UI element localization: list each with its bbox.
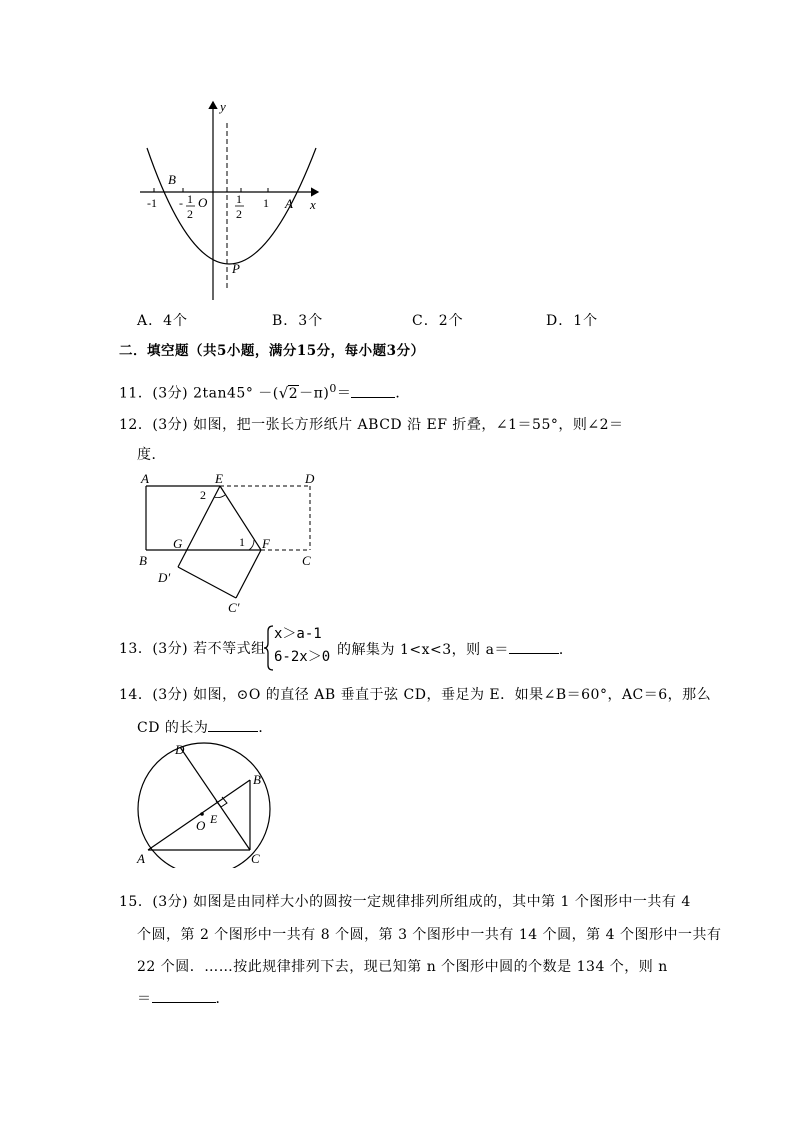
q14-end: ． [258,720,273,736]
tick-half-den: 2 [236,207,242,221]
question-15-line3: 22 个圆．……按此规律排列下去，现已知第 n 个图形中圆的个数是 134 个，则 n [137,959,668,975]
fig12-d-prime: D′ [158,570,171,585]
q13-suffix-text: 的解集为 1<x<3，则 a＝ [337,642,509,658]
question-15-line1: 15．(3分) 如图是由同样大小的圆按一定规律排列所组成的，其中第 1 个图形中一共有 4 [119,894,691,910]
fig14-d: D [175,742,185,757]
q13-row2: 6-2x＞0 [274,649,331,665]
circle-figure [132,740,277,868]
fig12-angle-2: 2 [200,488,206,502]
q14-answer-blank[interactable] [208,717,258,732]
q11-exponent: 0 [329,382,337,395]
q13-row1: x＞a-1 [274,626,322,642]
q11-expr-b: －( [258,385,279,402]
question-12-line1: 12．(3分) 如图，把一张长方形纸片 ABCD 沿 EF 折叠，∠1＝55°，则∠2＝ [119,417,624,433]
tick-half-num: 1 [236,192,242,206]
fig12-e: E [215,471,223,486]
option-d: D．1个 [546,313,599,329]
section-heading: 二．填空题（共5小题，满分15分，每小题3分） [119,343,425,359]
question-14-line2 [137,717,273,738]
q15-answer-blank[interactable] [152,988,216,1003]
option-a: A．4个 [137,313,189,329]
fig14-a: A [137,851,145,866]
q15-end: ． [215,991,230,1007]
question-15-line2: 个圆，第 2 个图形中一共有 8 个圆，第 3 个图形中一共有 14 个圆，第 4 个图形中一共有 [137,927,722,943]
fig12-b: B [139,553,147,568]
fig12-g: G [173,536,183,551]
point-a-label: A [285,196,293,211]
option-c: C．2个 [412,313,464,329]
fig14-c: C [251,851,260,866]
question-13-prefix: 13．(3分) 若不等式组 [119,641,266,657]
question-14-line1: 14．(3分) 如图，⊙O 的直径 AB 垂直于弦 CD，垂足为 E．如果∠B＝60°，AC＝6，那么 [119,687,712,703]
y-label: y [220,99,226,114]
point-b-label: B [168,172,176,187]
tick-neg1: -1 [147,196,157,210]
q13-end: ． [558,642,574,658]
parabola-figure [135,95,330,305]
rectangle-fold-figure [134,470,324,618]
x-label: x [310,197,316,212]
question-15-line4 [137,988,230,1009]
origin-label: O [198,195,208,210]
question-13-suffix [337,639,573,660]
fig12-d: D [305,471,315,486]
q11-end: ． [395,385,410,402]
q11-expr-c: －π) [299,385,330,402]
q14-line2-text: CD 的长为 [137,720,209,736]
point-p-label: P [232,261,240,276]
tick-neg-half-num: 1 [187,192,193,206]
option-b: B．3个 [272,313,324,329]
tick-neg-sign: - [179,196,183,210]
q15-eq: ＝ [137,991,152,1007]
fig12-f: F [262,536,270,551]
fig14-b: B [253,772,261,787]
q11-eq: ＝ [336,385,352,402]
fig12-c: C [302,553,311,568]
q11-root: 2 [288,385,299,402]
q11-prefix: 11．(3分) [119,385,189,402]
fig14-o: O [196,818,206,833]
fig14-e: E [210,812,218,826]
fig12-c-prime: C′ [228,600,240,615]
tick-neg-half-den: 2 [187,207,193,221]
question-11: 11．(3分) 2tan45° －( √ 2－π)$^0$＝ ． [119,382,410,402]
q11-expr-a: 2tan45° [193,385,254,402]
question-12-line2: 度． [137,447,166,463]
q13-answer-blank[interactable] [509,639,559,654]
fig12-angle-1: 1 [239,535,245,549]
tick-1: 1 [263,196,269,210]
system-brace [264,625,274,671]
fig12-a: A [141,471,149,486]
q11-answer-blank[interactable] [351,383,395,398]
